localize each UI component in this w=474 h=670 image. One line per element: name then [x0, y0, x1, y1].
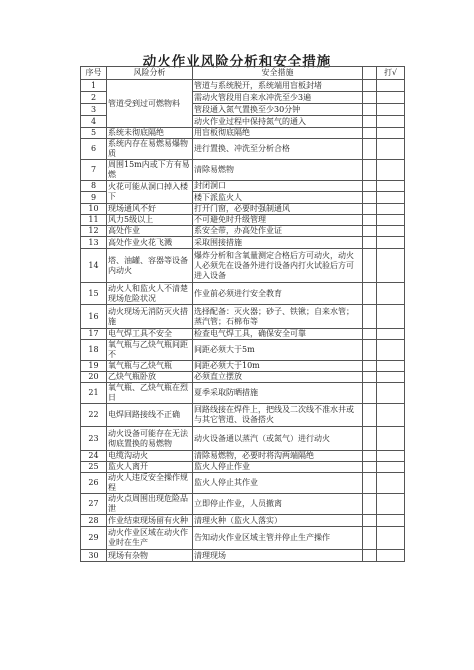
blank-cell: [363, 427, 377, 451]
check-cell[interactable]: [377, 204, 405, 215]
measure-cell: 检查电气焊工具，确保安全可靠: [193, 329, 363, 340]
measure-cell: 管段通入氮气置换至少30分钟: [193, 104, 363, 116]
blank-cell: [363, 104, 377, 116]
measure-cell: 采取围接措施: [193, 237, 363, 249]
blank-cell: [363, 451, 377, 462]
table-row: [81, 215, 405, 226]
check-cell[interactable]: [377, 139, 405, 160]
risk-cell: 动火现场无消防灭火措施: [107, 305, 193, 329]
table-row: [81, 305, 405, 329]
check-cell[interactable]: [377, 283, 405, 305]
table-row: [81, 128, 405, 139]
measure-cell: 间距必须大于5m: [193, 340, 363, 361]
blank-cell: [363, 494, 377, 515]
check-cell[interactable]: [377, 550, 405, 562]
risk-cell: 火花可能从洞口掉入楼下: [107, 181, 193, 204]
blank-cell: [363, 305, 377, 329]
check-cell[interactable]: [377, 340, 405, 361]
table-row: [81, 550, 405, 562]
measure-cell: 清理现场: [193, 550, 363, 562]
table-row: [81, 249, 405, 283]
row-number: 13: [81, 237, 107, 249]
measure-cell: 动火设备通以蒸汽（或氮气）进行动火: [193, 427, 363, 451]
row-number: 8: [81, 181, 107, 192]
check-cell[interactable]: [377, 80, 405, 92]
table-row: [81, 283, 405, 305]
blank-cell: [363, 116, 377, 128]
risk-cell: 现场有杂物: [107, 550, 193, 562]
check-cell[interactable]: [377, 462, 405, 473]
blank-cell: [363, 80, 377, 92]
measure-cell: 回路线接在焊件上，把线及二次线不准水井或与其它管道、设备搭火: [193, 404, 363, 427]
measure-cell: 选择配备：灭火器；砂子、铁锹；自来水管；蒸汽管；石棉布等: [193, 305, 363, 329]
risk-cell: 电焊回路接线不正确: [107, 404, 193, 427]
measure-cell: 间距必须大于10m: [193, 361, 363, 372]
check-cell[interactable]: [377, 361, 405, 372]
row-number: 28: [81, 515, 107, 527]
table-row: [81, 462, 405, 473]
table-row: [81, 237, 405, 249]
table-row: [81, 329, 405, 340]
check-cell[interactable]: [377, 92, 405, 104]
table-row: [81, 427, 405, 451]
row-number: 5: [81, 128, 107, 139]
blank-cell: [363, 473, 377, 494]
measure-cell: 动火作业过程中保持氮气的通入: [193, 116, 363, 128]
blank-cell: [363, 192, 377, 204]
measure-cell: 夏季采取防晒措施: [193, 383, 363, 404]
risk-cell: 系统内存在易燃易爆物质: [107, 139, 193, 160]
row-number: 17: [81, 329, 107, 340]
table-row: [81, 204, 405, 215]
check-cell[interactable]: [377, 249, 405, 283]
blank-cell: [363, 139, 377, 160]
table-row: [81, 361, 405, 372]
blank-cell: [363, 226, 377, 237]
measure-cell: 立即停止作业，人员撤离: [193, 494, 363, 515]
header-risk: 风险分析: [107, 67, 193, 80]
blank-cell: [363, 515, 377, 527]
measure-cell: 用盲板彻底隔绝: [193, 128, 363, 139]
risk-cell: 乙炔气瓶卧放: [107, 372, 193, 383]
measure-cell: 告知动火作业区域主管并停止生产操作: [193, 527, 363, 550]
table-row: [81, 527, 405, 550]
measure-cell: 监火人停止作业: [193, 462, 363, 473]
risk-cell: 氧气瓶与乙炔气瓶间距不: [107, 340, 193, 361]
check-cell[interactable]: [377, 404, 405, 427]
risk-cell: 氧气瓶、乙炔气瓶在烈日: [107, 383, 193, 404]
table-row: [81, 451, 405, 462]
blank-cell: [363, 128, 377, 139]
risk-cell: 动火人和监火人不清楚现场危险状况: [107, 283, 193, 305]
check-cell[interactable]: [377, 160, 405, 181]
check-cell[interactable]: [377, 192, 405, 204]
table-row: [81, 80, 405, 92]
row-number: 3: [81, 104, 107, 116]
check-cell[interactable]: [377, 116, 405, 128]
row-number: 30: [81, 550, 107, 562]
table-row: [81, 515, 405, 527]
row-number: 26: [81, 473, 107, 494]
blank-cell: [363, 329, 377, 340]
measure-cell: 系安全带，办高处作业证: [193, 226, 363, 237]
risk-analysis-table: [80, 66, 405, 562]
blank-cell: [363, 372, 377, 383]
table-row: [81, 181, 405, 192]
table-row: [81, 494, 405, 515]
check-cell[interactable]: [377, 329, 405, 340]
risk-cell: 动火点周围出现危险品泄: [107, 494, 193, 515]
row-number: 21: [81, 383, 107, 404]
blank-cell: [363, 204, 377, 215]
measure-cell: 楼下派监火人: [193, 192, 363, 204]
risk-cell: 管道受到过可燃物料: [107, 80, 193, 128]
check-cell[interactable]: [377, 215, 405, 226]
row-number: 20: [81, 372, 107, 383]
row-number: 25: [81, 462, 107, 473]
check-cell[interactable]: [377, 181, 405, 192]
risk-cell: 动火作业区域在动火作业时在生产: [107, 527, 193, 550]
row-number: 11: [81, 215, 107, 226]
check-cell[interactable]: [377, 128, 405, 139]
risk-cell: 电气焊工具不安全: [107, 329, 193, 340]
check-cell[interactable]: [377, 237, 405, 249]
measure-cell: 监火人停止其作业: [193, 473, 363, 494]
row-number: 6: [81, 139, 107, 160]
risk-cell: 监火人离开: [107, 462, 193, 473]
blank-cell: [363, 215, 377, 226]
row-number: 15: [81, 283, 107, 305]
row-number: 24: [81, 451, 107, 462]
check-cell[interactable]: [377, 527, 405, 550]
row-number: 16: [81, 305, 107, 329]
page-title: 动火作业风险分析和安全措施: [142, 54, 332, 70]
blank-cell: [363, 361, 377, 372]
check-cell[interactable]: [377, 104, 405, 116]
row-number: 4: [81, 116, 107, 128]
table-row: [81, 226, 405, 237]
check-cell[interactable]: [377, 473, 405, 494]
risk-cell: 系统未彻底隔绝: [107, 128, 193, 139]
measure-cell: 进行置换、冲洗至分析合格: [193, 139, 363, 160]
table-row: [81, 160, 405, 181]
blank-cell: [363, 550, 377, 562]
table-row: [81, 383, 405, 404]
row-number: 1: [81, 80, 107, 92]
measure-cell: 必须直立摆放: [193, 372, 363, 383]
risk-cell: 周围15m内或下方有易燃: [107, 160, 193, 181]
blank-cell: [363, 160, 377, 181]
row-number: 12: [81, 226, 107, 237]
row-number: 2: [81, 92, 107, 104]
check-cell[interactable]: [377, 383, 405, 404]
row-number: 29: [81, 527, 107, 550]
check-cell[interactable]: [377, 427, 405, 451]
measure-cell: 作业前必须进行安全教育: [193, 283, 363, 305]
risk-cell: 动火设备可能存在无法彻底置换的易燃物: [107, 427, 193, 451]
blank-cell: [363, 383, 377, 404]
row-number: 23: [81, 427, 107, 451]
table-row: [81, 139, 405, 160]
check-cell[interactable]: [377, 305, 405, 329]
blank-cell: [363, 340, 377, 361]
risk-cell: 作业结束现场留有火种: [107, 515, 193, 527]
check-cell[interactable]: [377, 226, 405, 237]
blank-cell: [363, 249, 377, 283]
table-row: [81, 404, 405, 427]
row-number: 18: [81, 340, 107, 361]
check-cell[interactable]: [377, 372, 405, 383]
header-row: [81, 67, 405, 80]
measure-cell: 不可避免时升级管理: [193, 215, 363, 226]
table-row: [81, 473, 405, 494]
header-blank: [363, 67, 377, 80]
blank-cell: [363, 404, 377, 427]
measure-cell: 封闭洞口: [193, 181, 363, 192]
row-number: 27: [81, 494, 107, 515]
measure-cell: 清除易燃物，必要时将沟两端隔绝: [193, 451, 363, 462]
risk-cell: 风力5级以上: [107, 215, 193, 226]
row-number: 19: [81, 361, 107, 372]
check-cell[interactable]: [377, 515, 405, 527]
check-cell[interactable]: [377, 494, 405, 515]
risk-cell: 动火人违反安全操作规程: [107, 473, 193, 494]
measure-cell: 清理火种（监火人落实）: [193, 515, 363, 527]
measure-cell: 需动火管段用自来水冲洗至少3遍: [193, 92, 363, 104]
measure-cell: 管道与系统脱开，系统端用盲板封堵: [193, 80, 363, 92]
header-check: 打√: [377, 67, 405, 80]
measure-cell: 爆炸分析和含氧量测定合格后方可动火，动火人必须先在设备外进行设备内打火试验后方可进入设备: [193, 249, 363, 283]
header-measure: 安全措施: [193, 67, 363, 80]
risk-cell: 高处作业: [107, 226, 193, 237]
risk-cell: 氧气瓶与乙炔气瓶: [107, 361, 193, 372]
blank-cell: [363, 462, 377, 473]
check-cell[interactable]: [377, 451, 405, 462]
row-number: 9: [81, 192, 107, 204]
row-number: 22: [81, 404, 107, 427]
risk-cell: 高处作业火花飞溅: [107, 237, 193, 249]
header-no: 序号: [81, 67, 107, 80]
blank-cell: [363, 181, 377, 192]
blank-cell: [363, 527, 377, 550]
risk-cell: 塔、油罐、容器等设备内动火: [107, 249, 193, 283]
row-number: 7: [81, 160, 107, 181]
blank-cell: [363, 92, 377, 104]
measure-cell: 清除易燃物: [193, 160, 363, 181]
blank-cell: [363, 283, 377, 305]
row-number: 14: [81, 249, 107, 283]
blank-cell: [363, 237, 377, 249]
row-number: 10: [81, 204, 107, 215]
table-row: [81, 340, 405, 361]
measure-cell: 打开门窗，必要时强制通风: [193, 204, 363, 215]
risk-cell: 电缆沟动火: [107, 451, 193, 462]
risk-cell: 现场通风不好: [107, 204, 193, 215]
table-row: [81, 372, 405, 383]
